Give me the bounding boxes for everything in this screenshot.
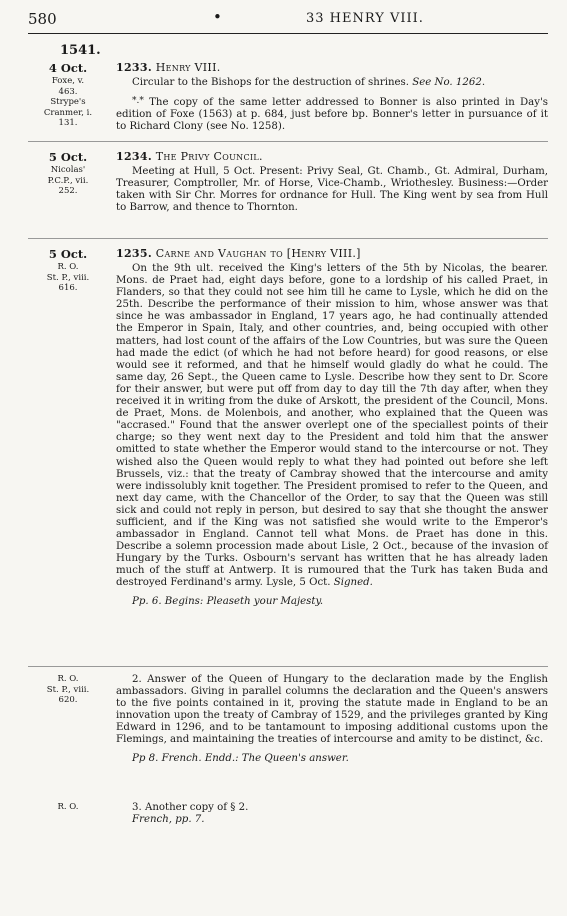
section-footer: Pp 8. French. Endd.: The Queen's answer. xyxy=(132,752,349,764)
source-ref: Nicolas' xyxy=(50,165,86,175)
entry-paragraph: On the 9th ult. received the King's letters of the 5th by Nicolas, the bearer. Mons. de Praet had, eight days before, gone to a lordship of his called Praet, in Flanders, so that they could not see him till he came to Lysle, which he did on the 25th. Describe the performance of their mission to him, whose answer was that since he was ambassador in England, 17 years ago, he had continually attended the Emperor in Spain, Italy, and other countries, and, being occupied with other matters, had lost count of the affairs of the Low Countries, but was sure the Queen had made the edict (of which he had not before heard) for good reasons, or else would see it reformed, and that he himself would gladly do what he could. The same day, 26 Sept., the Queen came to Lysle. Describe how they sent to Dr. Score for their answer, but were put off from day to day till the 7th day after, when they received it in writing from the duke of Arskott, the president of the Council, Mons. de Praet, Mons. de Molenbois, and another, who explained that the Queen was "accrased." Found that the answer overlept one of the speciallest points of their charge; so they went next day to the President and told him that the answer omitted to state whether the Emperor would stand to the intercourse or not. They wished also the Queen would reply to what they had pointed out before she left Brussels, viz.: that the treaty of Cambray showed that the intercourse and amity were indissolubly knit together. The President promised to refer to the Queen, and next day came, with the Chancellor of the Order, to say that the Queen was still sick and could not reply in person, but desired to say that she thought the answer sufficient, and if the King was not satisfied she would write to the Emperor's ambassador in England. Cannot tell what Mons. de Praet has done in this. Describe a solemn procession made about Lisle, 2 Oct., because of the invasion of Hungary by the Turks. Osbourn's servant has written that he has already laden much of the stuff at Antwerp. It is rumoured that the Turk has taken Buda and destroyed Ferdinand's army. Lysle, 5 Oct. Signed. xyxy=(116,263,548,589)
entry-number: 1234. xyxy=(116,150,152,163)
entry-title: Henry VIII. xyxy=(155,61,221,74)
entry-1235-body xyxy=(116,246,548,608)
header-rule xyxy=(28,33,548,34)
document-footer: Pp. 6. Begins: Pleaseth your Majesty. xyxy=(132,595,324,607)
source-ref: 616. xyxy=(58,283,78,293)
entry-1234-body xyxy=(116,149,548,214)
source-ref: R. O. xyxy=(57,262,79,272)
page-number: 580 xyxy=(28,10,57,28)
source-ref: 620. xyxy=(58,695,78,705)
entry-date: 5 Oct. xyxy=(48,150,88,164)
entry-date: 5 Oct. xyxy=(48,247,88,261)
entry-title: Carne and Vaughan to [Henry VIII.] xyxy=(155,247,361,260)
source-ref: R. O. xyxy=(57,674,79,684)
entry-paragraph: Circular to the Bishops for the destruction of shrines. See No. 1262. xyxy=(132,77,486,88)
source-ref: Foxe, v. xyxy=(51,76,85,86)
entry-number: 1235. xyxy=(116,247,152,260)
source-ref: Strype's xyxy=(50,97,86,107)
section-3-body xyxy=(116,802,548,826)
entry-paragraph: Meeting at Hull, 5 Oct. Present: Privy Seal, Gt. Chamb., Gt. Admiral, Durham, Treasurer, Comptroller, Mr. of Horse, Vice-Chamb., Wriothesley. Business:—Order taken with Sir Chr. Morres for ordnance for Hull. The King went by sea from Hull to Barrow, and thence to Thornton. xyxy=(116,166,548,214)
entry-1235 xyxy=(28,246,550,666)
asterism: *.* xyxy=(132,96,144,107)
cross-reference: See No. 1262. xyxy=(412,77,486,88)
entry-1234-margin xyxy=(28,149,108,197)
entry-1233-margin xyxy=(28,60,108,129)
section-3-margin xyxy=(28,802,108,813)
section-divider xyxy=(28,666,548,667)
entry-heading xyxy=(116,149,548,165)
source-ref: 131. xyxy=(58,118,78,128)
entry-divider xyxy=(28,238,548,239)
section-paragraph: 2. Answer of the Queen of Hungary to the declaration made by the English ambassadors. Giving in parallel columns the declaration and the Queen's answers to the five points contained in it, proving the statute made in England to be an innovation upon the treaty of Cambray of 1529, and the privileges granted by King Edward in 1296, and to be tantamount to imposing additional customs upon the Flemings, and maintaining the treaties of intercourse and amity to be distinct, &c. xyxy=(116,674,548,746)
source-ref: St. P., viii. xyxy=(46,684,90,695)
entry-1235-section-2 xyxy=(28,674,550,784)
running-title: 33 HENRY VIII. xyxy=(306,11,424,26)
section-2-margin xyxy=(28,674,108,706)
entry-divider xyxy=(28,141,548,142)
entry-note: *.* The copy of the same letter addressed to Bonner is also printed in Day's edition of Foxe (1563) at p. 684, just before bp. Bonner's letter in pursuance of it to Richard Clony (see No. 1258). xyxy=(116,96,548,133)
entry-1235-margin xyxy=(28,246,108,294)
entry-1234 xyxy=(28,149,550,229)
header-separator: • xyxy=(213,8,222,26)
section-paragraph: 3. Another copy of § 2. xyxy=(132,802,249,813)
source-ref: 252. xyxy=(58,186,78,196)
entry-heading xyxy=(116,246,548,262)
year-label: 1541. xyxy=(60,43,101,58)
entry-heading xyxy=(116,60,548,76)
source-ref: R. O. xyxy=(57,802,79,812)
entry-1233-body xyxy=(116,60,548,133)
entry-1233 xyxy=(28,60,550,133)
section-footer: French, pp. 7. xyxy=(132,814,205,826)
source-ref: Cranmer, i. xyxy=(43,107,93,118)
source-ref: 463. xyxy=(58,86,78,97)
source-ref: P.C.P., vii. xyxy=(47,175,89,186)
entry-title: The Privy Council. xyxy=(155,150,263,163)
entry-number: 1233. xyxy=(116,61,152,74)
source-ref: St. P., viii. xyxy=(46,272,90,283)
entry-date: 4 Oct. xyxy=(48,61,88,75)
running-header xyxy=(28,6,547,30)
signed-note: Signed. xyxy=(333,577,373,589)
entry-1235-section-3 xyxy=(28,802,550,842)
section-2-body xyxy=(116,674,548,765)
